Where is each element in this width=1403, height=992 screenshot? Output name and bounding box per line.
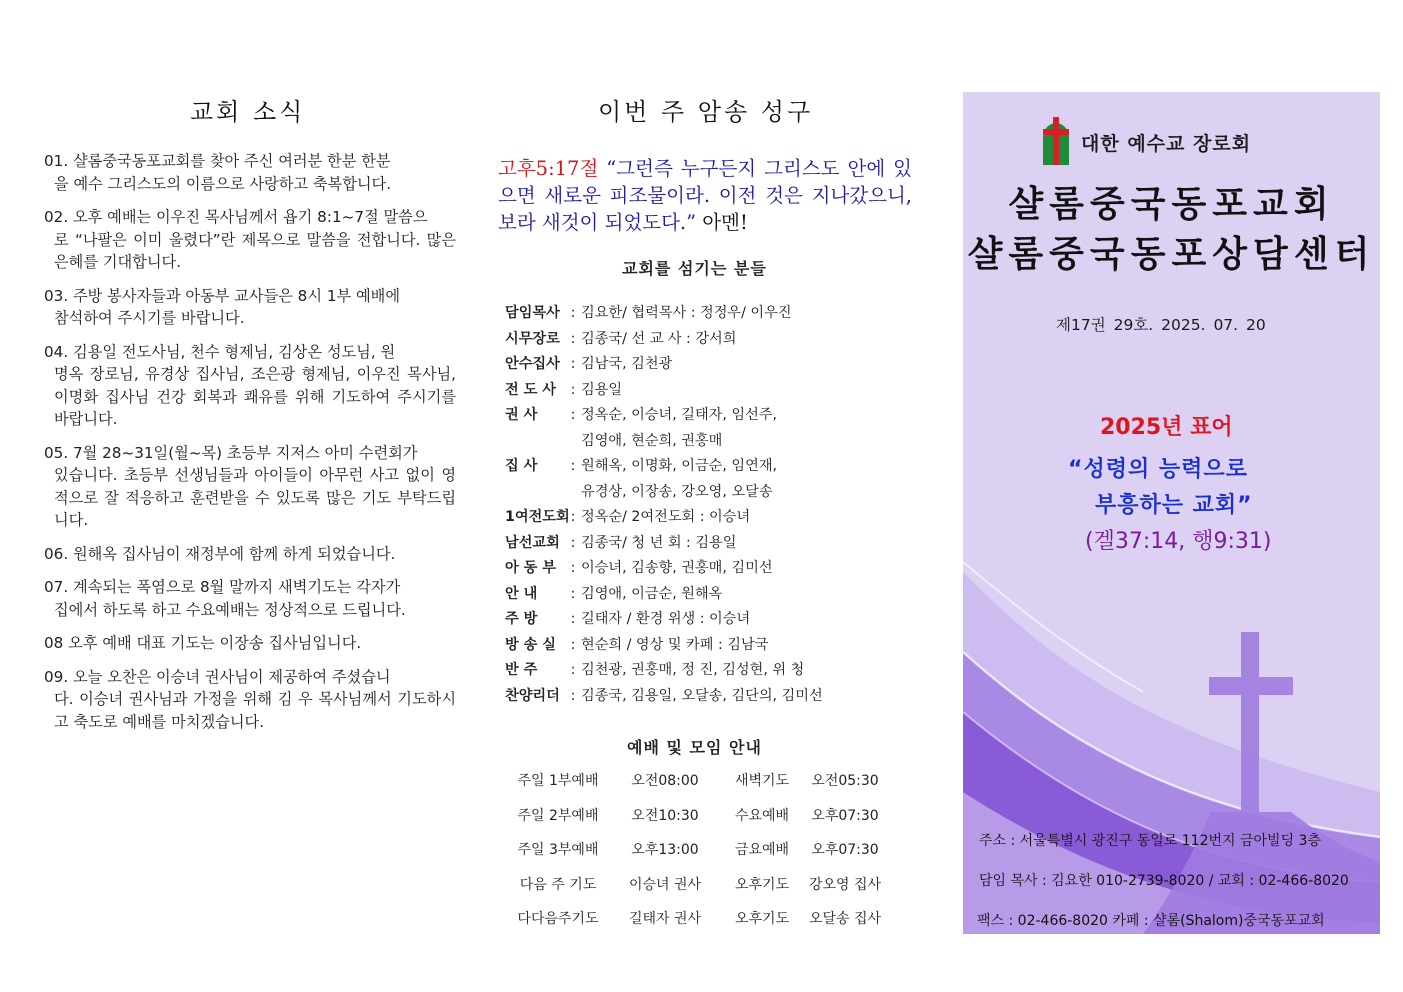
staff-role: 전 도 사: [505, 381, 556, 398]
staff-separator: [565, 429, 581, 455]
issue-info: 제17권 29호. 2025. 07. 20: [1056, 316, 1266, 334]
verse-reference: 고후5:17절: [498, 157, 599, 180]
schedule-cell: 오전10:30: [631, 807, 699, 824]
schedule-row: [512, 802, 892, 837]
news-item-continuation: 다. 이승녀 권사님과 가정을 위해 김 우 목사님께서 기도하시고 축도로 예배를 마치겠습니다.: [54, 690, 456, 731]
staff-row: [505, 352, 905, 378]
staff-role: 안 내: [505, 585, 538, 602]
staff-separator: [565, 480, 581, 506]
schedule-cell: 오후기도: [734, 911, 790, 927]
staff-separator: :: [570, 636, 576, 653]
staff-row: [505, 403, 905, 429]
memory-verse: [498, 155, 912, 236]
staff-names: 김남국, 김천광: [581, 356, 673, 372]
staff-role: 집 사: [505, 458, 538, 474]
staff-role: [505, 429, 565, 455]
staff-names: 김종국/ 선 교 사 : 강서희: [581, 330, 737, 347]
staff-names: 김용일: [581, 381, 623, 398]
news-item-continuation: 있습니다. 초등부 선생님들과 아이들이 아무런 사고 없이 영적으로 잘 적응하고 훈련받을 수 있도록 많은 기도 부탁드립니다.: [54, 466, 456, 529]
schedule-cell: 금요예배: [734, 842, 790, 858]
verse-text: “그런즉 누구든지 그리스도 안에 있으면 새로운 피조물이라. 이전 것은 지나갔으니, 보라 새것이 되었도다.”: [498, 157, 912, 234]
staff-role: 아 동 부: [505, 560, 556, 576]
staff-role: 주 방: [505, 611, 538, 627]
schedule-row: [512, 767, 892, 802]
church-address: 주소 : 서울특별시 광진구 동일로 112번지 금아빌딩 3층: [979, 833, 1321, 849]
staff-row: [505, 658, 905, 684]
pastor-contact: 담임 목사 : 김요한 010-2739-8020 / 교회 : 02-466-8020: [979, 873, 1349, 889]
staff-role: 시무장로: [505, 330, 560, 347]
staff-row: [505, 607, 905, 633]
news-title: 교회 소식: [190, 98, 306, 126]
staff-role: 안수집사: [505, 356, 560, 372]
news-item-continuation: 집에서 하도록 하고 수요예배는 정상적으로 드립니다.: [54, 600, 406, 619]
staff-separator: :: [570, 585, 576, 602]
staff-names: 김영애, 이금순, 원해옥: [581, 585, 723, 602]
news-list: [44, 150, 456, 744]
news-item-first-line: 06. 원해옥 집사님이 재정부에 함께 하게 되었습니다.: [44, 544, 396, 563]
news-item-first-line: 04. 김용일 전도사님, 천수 형제님, 김상온 성도님, 원: [44, 342, 396, 361]
staff-separator: :: [570, 687, 576, 704]
staff-role: 반 주: [505, 662, 538, 678]
news-item: [44, 206, 456, 274]
staff-role: 방 송 실: [505, 636, 556, 653]
news-item-continuation: 로 “나팔은 이미 울렸다”란 제목으로 말씀을 전합니다. 많은 은혜를 기대합니다.: [54, 230, 456, 271]
schedule-cell: 오달송 집사: [808, 911, 882, 927]
schedule-row: [512, 836, 892, 871]
schedule-cell: 주일 1부예배: [517, 773, 599, 789]
motto-reference: (겔37:14, 행9:31): [1085, 529, 1272, 554]
staff-role: 담임목사: [505, 305, 560, 321]
staff-row: [505, 378, 905, 404]
news-item-continuation: 을 예수 그리스도의 이름으로 사랑하고 축복합니다.: [54, 174, 392, 193]
news-item: [44, 442, 456, 532]
schedule-cell: 길태자 권사: [628, 911, 702, 927]
schedule-cell: 오후07:30: [811, 807, 879, 824]
news-item-first-line: 07. 계속되는 폭염으로 8월 말까지 새벽기도는 각자가: [44, 578, 401, 596]
staff-row: [505, 301, 905, 327]
staff-list: [505, 301, 905, 709]
staff-names: 정옥순, 이승녀, 길태자, 임선주,: [581, 407, 778, 423]
motto-year: 2025년 표어: [1100, 415, 1233, 440]
staff-role: 권 사: [505, 407, 538, 423]
staff-separator: :: [570, 381, 576, 398]
staff-row: [505, 429, 905, 455]
news-item-first-line: 03. 주방 봉사자들과 아동부 교사들은 8시 1부 예배에: [44, 286, 401, 305]
staff-names: 정옥순/ 2여전도회 : 이승녀: [581, 509, 751, 525]
schedule-cell: 오후기도: [734, 876, 790, 893]
schedule-title: 예배 및 모임 안내: [627, 738, 762, 757]
schedule-cell: 주일 2부예배: [517, 807, 599, 824]
church-cross-logo-icon: [1039, 117, 1073, 167]
center-name: 샬롬중국동포상담센터: [967, 233, 1376, 275]
schedule-cell: 수요예배: [734, 807, 790, 824]
schedule-table: [512, 767, 892, 940]
schedule-cell: 다다음주기도: [517, 911, 599, 927]
motto-line-2: 부흥하는 교회”: [1095, 493, 1253, 518]
staff-row: [505, 633, 905, 659]
staff-role: 찬양리더: [505, 687, 560, 704]
staff-separator: :: [570, 305, 576, 321]
staff-names: 길태자 / 환경 위생 : 이승녀: [581, 611, 751, 627]
staff-row: [505, 556, 905, 582]
staff-role: 1여전도회: [505, 509, 570, 525]
motto-line-1: “성령의 능력으로: [1068, 457, 1248, 482]
schedule-row: [512, 871, 892, 906]
schedule-cell: 오전08:00: [631, 773, 699, 789]
staff-separator: :: [570, 611, 576, 627]
news-item: [44, 543, 456, 566]
schedule-cell: 오후13:00: [631, 842, 699, 858]
staff-separator: :: [570, 534, 576, 551]
news-item: [44, 285, 456, 330]
denomination-logo: [1039, 117, 1251, 167]
staff-separator: :: [570, 330, 576, 347]
staff-names: 원해옥, 이명화, 이금순, 임연재,: [581, 458, 778, 474]
staff-names: 김종국/ 청 년 회 : 김용일: [581, 534, 737, 551]
church-name: 샬롬중국동포교회: [1008, 183, 1335, 225]
staff-row: [505, 684, 905, 710]
news-item: [44, 341, 456, 431]
staff-names: 김요한/ 협력목사 : 정정우/ 이우진: [581, 305, 792, 321]
staff-names: 김종국, 김용일, 오달송, 김단의, 김미선: [581, 687, 823, 704]
staff-row: [505, 480, 905, 506]
news-item-first-line: 09. 오늘 오찬은 이승녀 권사님이 제공하여 주셨습니: [44, 667, 391, 686]
staff-row: [505, 454, 905, 480]
staff-names: 현순희 / 영상 및 카페 : 김남국: [581, 636, 769, 653]
schedule-cell: 새벽기도: [734, 773, 790, 789]
news-item-first-line: 08 오후 예배 대표 기도는 이장송 집사님입니다.: [44, 634, 362, 652]
news-item-continuation: 참석하여 주시기를 바랍니다.: [54, 309, 245, 327]
news-item-first-line: 05. 7월 28~31일(월~목) 초등부 지저스 아미 수련회가: [44, 443, 418, 462]
staff-names: 김영애, 현순희, 권홍매: [581, 432, 723, 449]
staff-separator: :: [570, 356, 576, 372]
verse-amen: 아멘!: [696, 211, 748, 234]
staff-separator: :: [570, 458, 576, 474]
verse-title: 이번 주 암송 성구: [598, 98, 814, 126]
schedule-cell: 오후07:30: [811, 842, 879, 858]
news-item: [44, 666, 456, 734]
staff-names: 유경상, 이장송, 강오영, 오달송: [581, 483, 773, 500]
news-item-first-line: 02. 오후 예배는 이우진 목사님께서 욥기 8:1~7절 말씀으: [44, 208, 428, 226]
news-item-first-line: 01. 샬롬중국동포교회를 찾아 주신 여러분 한분 한분: [44, 152, 391, 170]
staff-separator: :: [570, 509, 576, 525]
schedule-cell: 다음 주 기도: [519, 876, 597, 893]
staff-names: 이승녀, 김송향, 권홍매, 김미선: [581, 560, 773, 576]
staff-separator: :: [570, 662, 576, 678]
schedule-cell: 강오영 집사: [808, 876, 882, 893]
news-item: [44, 632, 456, 655]
staff-role: [505, 480, 565, 506]
news-item-continuation: 명옥 장로님, 유경상 집사님, 조은광 형제님, 이우진 목사님, 이명화 집사님 건강 회복과 쾌유를 위해 기도하여 주시기를 바랍니다.: [54, 365, 456, 428]
schedule-row: [512, 905, 892, 940]
news-item: [44, 576, 456, 621]
cover-panel: [963, 92, 1380, 934]
schedule-cell: 오전05:30: [811, 773, 879, 789]
fax-cafe: 팩스 : 02-466-8020 카페 : 샬롬(Shalom)중국동포교회: [977, 913, 1325, 929]
staff-role: 남선교회: [505, 534, 560, 551]
staff-row: [505, 531, 905, 557]
staff-title: 교회를 섬기는 분들: [622, 259, 767, 278]
staff-names: 김천광, 권홍매, 정 진, 김성현, 위 청: [581, 662, 805, 678]
staff-row: [505, 582, 905, 608]
news-item: [44, 150, 456, 195]
staff-row: [505, 327, 905, 353]
schedule-cell: 이승녀 권사: [628, 876, 702, 893]
staff-separator: :: [570, 560, 576, 576]
staff-row: [505, 505, 905, 531]
denomination-name: 대한 예수교 장로회: [1081, 132, 1252, 155]
schedule-cell: 주일 3부예배: [517, 842, 599, 858]
staff-separator: :: [570, 407, 576, 423]
